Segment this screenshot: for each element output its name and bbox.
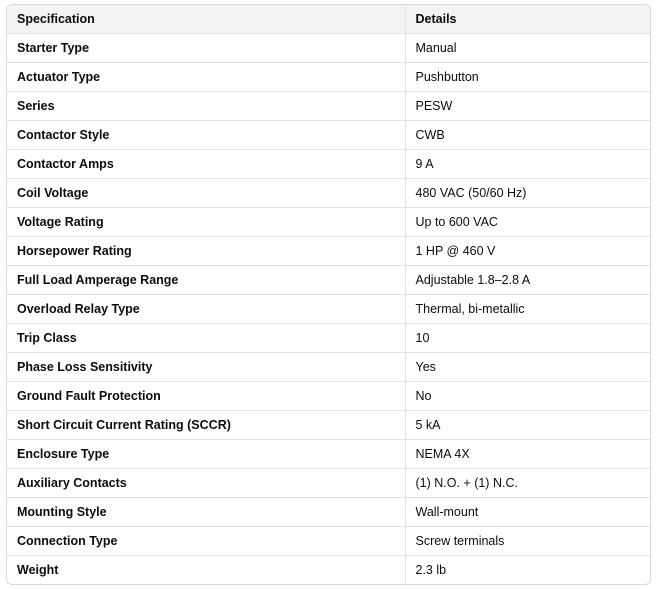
- table-body: [7, 34, 650, 585]
- table-row: [7, 382, 650, 411]
- spec-detail-cell: 9 A: [405, 150, 650, 179]
- table-row: [7, 150, 650, 179]
- spec-name-cell: Enclosure Type: [7, 440, 405, 469]
- spec-name-cell: Starter Type: [7, 34, 405, 63]
- table-header: [7, 5, 650, 34]
- table-row: [7, 411, 650, 440]
- spec-name-cell: Ground Fault Protection: [7, 382, 405, 411]
- spec-name-cell: Auxiliary Contacts: [7, 469, 405, 498]
- header-specification: Specification: [7, 5, 405, 34]
- spec-detail-cell: NEMA 4X: [405, 440, 650, 469]
- spec-detail-cell: Pushbutton: [405, 63, 650, 92]
- spec-name-cell: Connection Type: [7, 527, 405, 556]
- spec-detail-cell: 5 kA: [405, 411, 650, 440]
- spec-detail-cell: Yes: [405, 353, 650, 382]
- table-row: [7, 208, 650, 237]
- spec-name-cell: Horsepower Rating: [7, 237, 405, 266]
- spec-name-cell: Short Circuit Current Rating (SCCR): [7, 411, 405, 440]
- spec-detail-cell: Screw terminals: [405, 527, 650, 556]
- spec-detail-cell: CWB: [405, 121, 650, 150]
- spec-name-cell: Series: [7, 92, 405, 121]
- spec-name-cell: Trip Class: [7, 324, 405, 353]
- spec-name-cell: Actuator Type: [7, 63, 405, 92]
- spec-name-cell: Mounting Style: [7, 498, 405, 527]
- spec-detail-cell: Wall-mount: [405, 498, 650, 527]
- spec-detail-cell: Up to 600 VAC: [405, 208, 650, 237]
- header-details: Details: [405, 5, 650, 34]
- spec-table: [7, 5, 650, 584]
- spec-detail-cell: 2.3 lb: [405, 556, 650, 585]
- table-row: [7, 324, 650, 353]
- table-row: [7, 469, 650, 498]
- spec-name-cell: Weight: [17, 563, 59, 577]
- spec-name-cell: Coil Voltage: [7, 179, 405, 208]
- table-row: [7, 179, 650, 208]
- table-row: [7, 498, 650, 527]
- spec-detail-cell: 1 HP @ 460 V: [405, 237, 650, 266]
- table-row: [7, 440, 650, 469]
- spec-name-cell: Contactor Amps: [7, 150, 405, 179]
- table-row: [7, 34, 650, 63]
- spec-name-cell: Voltage Rating: [7, 208, 405, 237]
- table-row: [7, 63, 650, 92]
- spec-table-container: [6, 4, 651, 585]
- table-row: [7, 556, 650, 585]
- spec-detail-cell: (1) N.O. + (1) N.C.: [405, 469, 650, 498]
- spec-detail-cell: No: [405, 382, 650, 411]
- spec-name-cell: Overload Relay Type: [7, 295, 405, 324]
- table-row: [7, 353, 650, 382]
- table-row: [7, 527, 650, 556]
- table-row: [7, 237, 650, 266]
- table-row: [7, 266, 650, 295]
- spec-name-cell: Contactor Style: [7, 121, 405, 150]
- header-row: [7, 5, 650, 34]
- spec-detail-cell: Thermal, bi-metallic: [405, 295, 650, 324]
- spec-name-cell: Phase Loss Sensitivity: [7, 353, 405, 382]
- spec-detail-cell: 480 VAC (50/60 Hz): [405, 179, 650, 208]
- spec-detail-cell: 10: [405, 324, 650, 353]
- table-row: [7, 92, 650, 121]
- spec-detail-cell: PESW: [405, 92, 650, 121]
- table-row: [7, 295, 650, 324]
- spec-detail-cell: Adjustable 1.8–2.8 A: [405, 266, 650, 295]
- table-row: [7, 121, 650, 150]
- spec-detail-cell: Manual: [405, 34, 650, 63]
- spec-name-cell: Full Load Amperage Range: [7, 266, 405, 295]
